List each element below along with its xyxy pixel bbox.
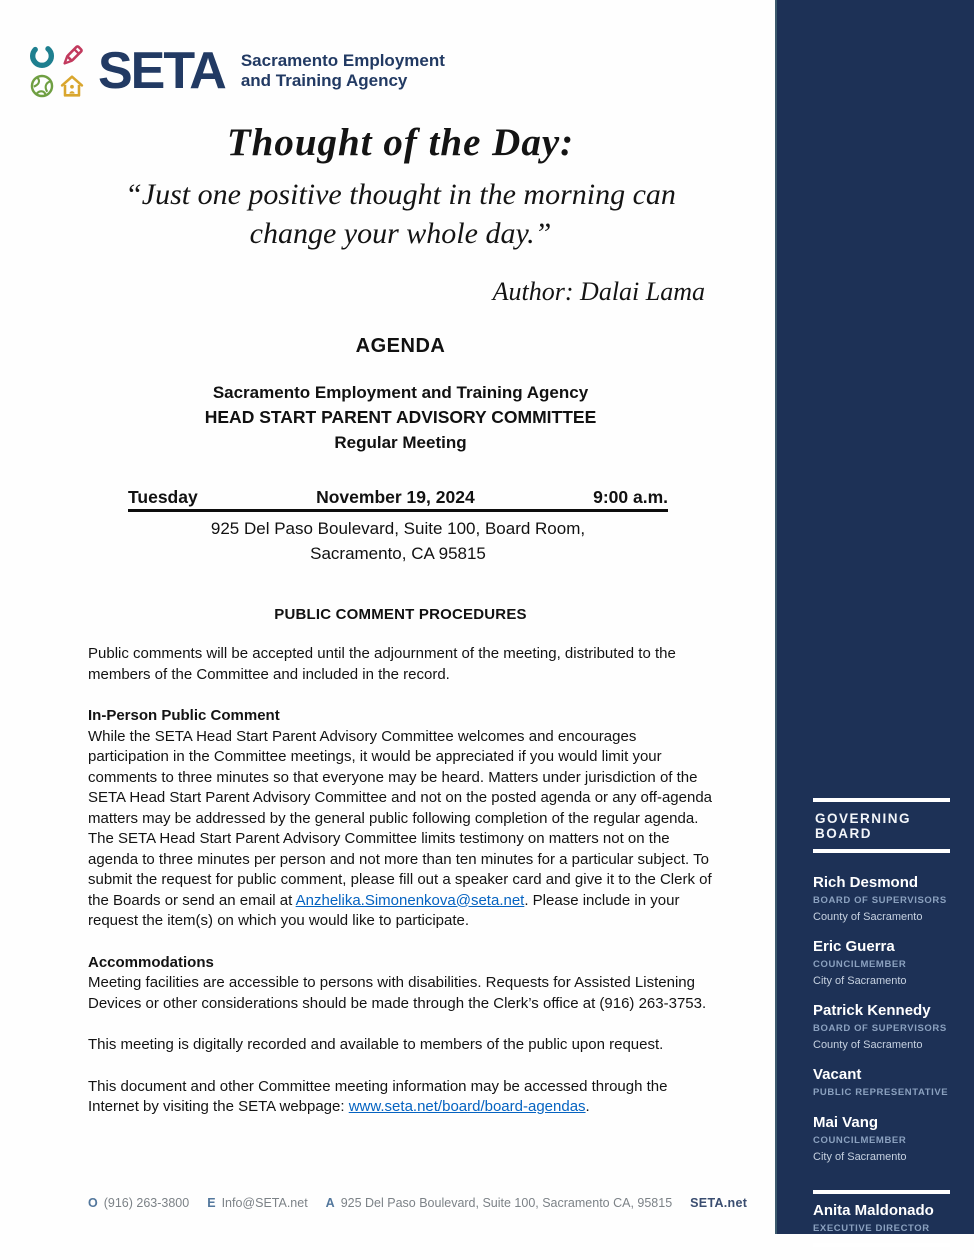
meeting-time: 9:00 a.m. <box>593 487 668 507</box>
board-member <box>813 1065 950 1100</box>
footer-address: 925 Del Paso Boulevard, Suite 100, Sacramento CA, 95815 <box>340 1196 673 1210</box>
globe-icon <box>28 72 56 100</box>
meeting-address-line1: 925 Del Paso Boulevard, Suite 100, Board Room, <box>210 519 586 538</box>
quote-author: Author: Dalai Lama <box>492 277 705 306</box>
meeting-date: November 19, 2024 <box>316 487 475 507</box>
member-org: City of Sacramento <box>813 1151 907 1163</box>
meeting-day: Tuesday <box>128 487 198 507</box>
in-person-heading: In-Person Public Comment <box>88 707 280 724</box>
recording-notice: This meeting is digitally recorded and available to members of the public upon request. <box>88 1036 664 1053</box>
meeting-address-line2: Sacramento, CA 95815 <box>310 544 486 563</box>
board-member <box>813 1113 950 1164</box>
phone-label-icon: O <box>88 1196 98 1210</box>
email-label-icon: E <box>207 1196 216 1210</box>
agenda-meeting-type: Regular Meeting <box>334 433 467 452</box>
public-comment-intro: Public comments will be accepted until the adjournment of the meeting, distributed to the members of the Committee and included in the record. <box>88 645 676 683</box>
footer-phone-group <box>88 1196 189 1210</box>
member-title: COUNCILMEMBER <box>813 959 907 970</box>
sidebar-divider-director-bottom <box>813 1243 950 1247</box>
member-name: Eric Guerra <box>813 938 895 955</box>
footer-email: Info@SETA.net <box>221 1196 308 1210</box>
agenda-title: AGENDA <box>355 335 446 357</box>
director-title: EXECUTIVE DIRECTOR <box>813 1223 930 1234</box>
ring-icon <box>28 42 56 70</box>
board-member <box>813 937 950 988</box>
agenda-org-line: Sacramento Employment and Training Agency <box>212 383 589 402</box>
executive-director-block <box>813 1190 950 1247</box>
logo-tagline-line1: Sacramento Employment <box>240 50 445 70</box>
logo-wordmark: SETA <box>98 42 225 100</box>
member-name: Mai Vang <box>813 1114 879 1131</box>
pencil-icon <box>58 42 86 70</box>
in-person-text-after-link: . Please include in your request the item(s) on which you would like to participate. <box>88 891 680 929</box>
member-org: City of Sacramento <box>813 975 907 987</box>
logo-tagline <box>241 51 445 92</box>
governing-board-heading: GOVERNING BOARD <box>815 811 912 841</box>
logo-icon-grid <box>28 42 86 100</box>
member-name: Patrick Kennedy <box>813 1002 931 1019</box>
accommodations-heading: Accommodations <box>88 953 214 971</box>
webpage-text-before-link: This document and other Committee meeting information may be accessed through the Internet by visiting the SETA webpage: <box>88 1077 668 1115</box>
board-member <box>813 873 950 924</box>
footer-website: SETA.net <box>690 1196 748 1210</box>
logo-tagline-line2: and Training Agency <box>240 71 408 90</box>
member-name: Vacant <box>813 1066 862 1083</box>
governing-board-sidebar <box>775 0 974 1234</box>
agenda-committee-line: HEAD START PARENT ADVISORY COMMITTEE <box>204 407 597 427</box>
board-agendas-link[interactable]: www.seta.net/board/board-agendas <box>348 1098 586 1115</box>
accommodations-section <box>88 953 713 1015</box>
clerk-email-link[interactable]: Anzhelika.Simonenkova@seta.net <box>295 891 525 909</box>
seta-logo <box>28 42 713 100</box>
footer-email-group <box>207 1196 307 1210</box>
footer-address-group <box>326 1196 673 1210</box>
member-org: County of Sacramento <box>813 911 923 923</box>
member-title: BOARD OF SUPERVISORS <box>813 1023 947 1034</box>
director-name: Anita Maldonado <box>813 1202 934 1219</box>
sidebar-divider-top <box>813 798 950 802</box>
quote-line1: “Just one positive thought in the morning can <box>125 178 676 211</box>
quote-text <box>88 175 713 253</box>
member-title: PUBLIC REPRESENTATIVE <box>813 1087 949 1098</box>
member-name: Rich Desmond <box>813 874 919 891</box>
quote-line2: change your whole day.” <box>249 217 552 250</box>
meeting-date-row <box>128 487 668 512</box>
webpage-text-after-link: . <box>585 1098 590 1115</box>
in-person-section <box>88 706 713 932</box>
webpage-notice <box>88 1077 713 1118</box>
public-comment-heading: PUBLIC COMMENT PROCEDURES <box>274 606 527 623</box>
address-label-icon: A <box>325 1196 335 1210</box>
member-title: COUNCILMEMBER <box>813 1135 907 1146</box>
in-person-text-before-link: While the SETA Head Start Parent Advisory Committee welcomes and encourages participation in the Committee meetings, it would be appreciated if you would limit your comments to three minutes so that everyone may be heard. Matters under jurisdiction of the SETA Head Start Parent Advisory Committee and not on the posted agenda or any off-agenda matters may be addressed by the general public following completion of the regular agenda. The SETA Head Start Parent Advisory Committee limits testimony on matters not on the agenda to three minutes per person and not more than ten minutes for a particular subject. To submit the request for public comment, please fill out a speaker card and give it to the Clerk of the Boards or send an email at <box>88 727 713 909</box>
accommodations-text: Meeting facilities are accessible to persons with disabilities. Requests for Assisted Listening Devices or other considerations should be made through the Clerk’s office at (916) 263-3753. <box>88 974 707 1012</box>
thought-of-day-heading: Thought of the Day: <box>226 121 575 164</box>
house-icon <box>58 72 86 100</box>
member-org: County of Sacramento <box>813 1039 923 1051</box>
member-title: BOARD OF SUPERVISORS <box>813 895 947 906</box>
meeting-address <box>88 516 713 566</box>
sidebar-divider-heading <box>813 849 950 853</box>
sidebar-divider-director-top <box>813 1190 950 1194</box>
footer-phone: (916) 263-3800 <box>103 1196 190 1210</box>
board-member <box>813 1001 950 1052</box>
contact-footer <box>88 1196 748 1210</box>
